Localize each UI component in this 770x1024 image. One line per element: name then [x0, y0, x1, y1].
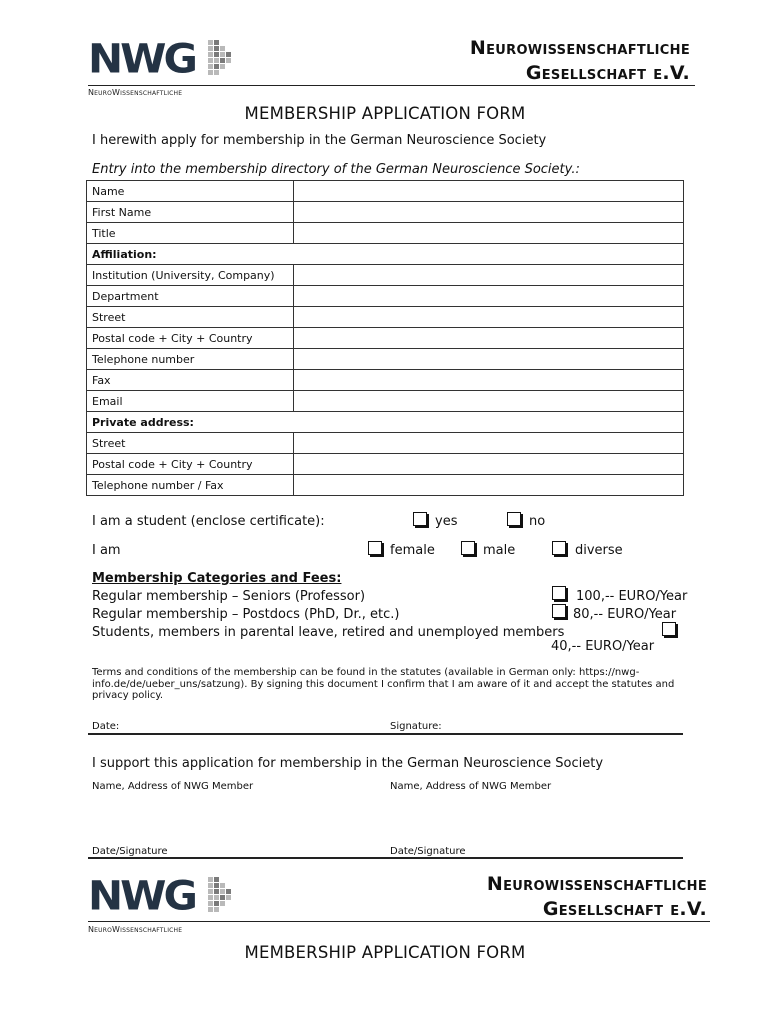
- terms-text: Terms and conditions of the membership can be found in the statutes (available in German only: https://nwg-info.de/de/ueber_uns/satzung). By signing this document I confirm that I am aware of it and accept the statutes and privacy policy.: [92, 667, 675, 701]
- private-postal-city-field[interactable]: [294, 454, 684, 475]
- table-row: [87, 307, 684, 328]
- row-label: Institution (University, Company): [87, 265, 294, 286]
- support-statement: I support this application for membership in the German Neuroscience Society: [92, 756, 604, 771]
- table-row: [87, 454, 684, 475]
- student-yes-label: yes: [435, 514, 458, 529]
- member2-label: Name, Address of NWG Member: [390, 781, 552, 792]
- org-name-line1: Neurowissenschaftliche: [469, 37, 690, 59]
- logo-wordmark: NWG: [88, 35, 195, 82]
- directory-statement: Entry into the membership directory of the German Neuroscience Society.:: [92, 162, 580, 177]
- org-name: [470, 36, 690, 86]
- logo-subtitle: NeuroWissenschaftliche: [88, 88, 183, 97]
- form-title: MEMBERSHIP APPLICATION FORM: [244, 104, 526, 123]
- gender-male-checkbox[interactable]: [461, 541, 475, 555]
- category-postdocs-checkbox[interactable]: [552, 604, 566, 618]
- nwg-logo: [88, 35, 238, 100]
- fax-field[interactable]: [294, 370, 684, 391]
- institution-field[interactable]: [294, 265, 684, 286]
- row-label: Postal code + City + Country: [87, 328, 294, 349]
- private-telephone-fax-field[interactable]: [294, 475, 684, 496]
- affiliation-section-row: [87, 244, 684, 265]
- datesig2-label: Date/Signature: [390, 846, 466, 857]
- form-title-page2: MEMBERSHIP APPLICATION FORM: [244, 943, 526, 962]
- apply-statement: I herewith apply for membership in the German Neuroscience Society: [92, 133, 547, 148]
- work-postal-city-field[interactable]: [294, 328, 684, 349]
- student-question: I am a student (enclose certificate):: [92, 514, 325, 529]
- categories-heading: Membership Categories and Fees:: [92, 571, 342, 586]
- row-label: Street: [87, 307, 294, 328]
- table-row: [87, 391, 684, 412]
- email-field[interactable]: [294, 391, 684, 412]
- applicant-details-table: [86, 180, 684, 496]
- category-seniors-label: Regular membership – Seniors (Professor): [92, 589, 366, 604]
- table-row: [87, 433, 684, 454]
- student-no-checkbox[interactable]: [507, 512, 521, 526]
- nwg-logo-page2: [88, 872, 238, 937]
- table-row: [87, 265, 684, 286]
- gender-diverse-checkbox[interactable]: [552, 541, 566, 555]
- table-row: [87, 286, 684, 307]
- telephone-field[interactable]: [294, 349, 684, 370]
- row-label: Department: [87, 286, 294, 307]
- logo-grid-icon: [208, 877, 238, 913]
- first-name-field[interactable]: [294, 202, 684, 223]
- logo-wordmark: NWG: [88, 872, 195, 919]
- date-label: Date:: [92, 721, 120, 732]
- affiliation-heading: Affiliation:: [87, 244, 684, 265]
- row-label: Title: [87, 223, 294, 244]
- row-label: Street: [87, 433, 294, 454]
- org-name-page2: [487, 872, 707, 922]
- category-seniors-fee: 100,-- EURO/Year: [576, 589, 688, 604]
- category-postdocs-fee: 80,-- EURO/Year: [573, 607, 677, 622]
- table-row: [87, 349, 684, 370]
- category-students-label: Students, members in parental leave, retired and unemployed members: [92, 625, 565, 640]
- gender-female-checkbox[interactable]: [368, 541, 382, 555]
- private-street-field[interactable]: [294, 433, 684, 454]
- gender-diverse-label: diverse: [575, 543, 623, 558]
- row-label: First Name: [87, 202, 294, 223]
- row-label: Fax: [87, 370, 294, 391]
- category-postdocs-label: Regular membership – Postdocs (PhD, Dr., etc.): [92, 607, 400, 622]
- row-label: Name: [87, 181, 294, 202]
- gender-male-label: male: [483, 543, 516, 558]
- header-divider: [88, 85, 695, 86]
- logo-grid-icon: [208, 40, 238, 76]
- support-signature-line[interactable]: [88, 857, 683, 859]
- signature-label: Signature:: [390, 721, 442, 732]
- category-students-checkbox[interactable]: [662, 622, 676, 636]
- category-students-fee: 40,-- EURO/Year: [551, 639, 655, 654]
- org-name-line2: Gesellschaft e.V.: [525, 62, 690, 84]
- gender-question: I am: [92, 543, 121, 558]
- table-row: [87, 475, 684, 496]
- table-row: [87, 223, 684, 244]
- gender-female-label: female: [390, 543, 435, 558]
- category-seniors-checkbox[interactable]: [552, 586, 566, 600]
- name-field[interactable]: [294, 181, 684, 202]
- org-name-line2: Gesellschaft e.V.: [542, 898, 707, 920]
- title-field[interactable]: [294, 223, 684, 244]
- org-name-line1: Neurowissenschaftliche: [486, 873, 707, 895]
- logo-subtitle: NeuroWissenschaftliche: [88, 925, 183, 934]
- member1-label: Name, Address of NWG Member: [92, 781, 254, 792]
- table-row: [87, 370, 684, 391]
- private-address-heading: Private address:: [87, 412, 684, 433]
- student-yes-checkbox[interactable]: [413, 512, 427, 526]
- row-label: Email: [87, 391, 294, 412]
- table-row: [87, 328, 684, 349]
- header-divider-page2: [88, 921, 710, 922]
- row-label: Postal code + City + Country: [87, 454, 294, 475]
- row-label: Telephone number: [87, 349, 294, 370]
- student-no-label: no: [529, 514, 546, 529]
- private-address-section-row: [87, 412, 684, 433]
- table-row: [87, 181, 684, 202]
- department-field[interactable]: [294, 286, 684, 307]
- table-row: [87, 202, 684, 223]
- signature-line[interactable]: [88, 733, 683, 735]
- row-label: Telephone number / Fax: [87, 475, 294, 496]
- datesig1-label: Date/Signature: [92, 846, 168, 857]
- work-street-field[interactable]: [294, 307, 684, 328]
